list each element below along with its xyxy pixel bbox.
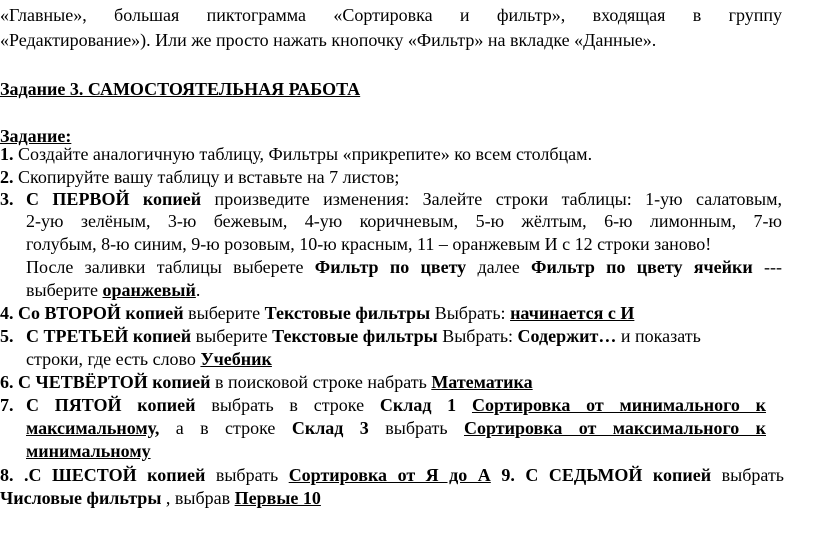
emphasis-text: Со ВТОРОЙ копией (18, 303, 184, 323)
item-number: 6. (0, 372, 14, 392)
emphasis-text: Сортировка от минимального к (471, 395, 767, 415)
task-item-3-line-4 (26, 256, 782, 278)
task-item-3-line-3: голубым, 8-ю синим, 9-ю розовым, 10-ю красным, 11 – оранжевым И с 12 строки заново! (26, 234, 712, 254)
emphasis-text: 9. С СЕДЬМОЙ копией (490, 465, 712, 485)
task-item-2 (0, 166, 399, 188)
item-text: и показать (616, 326, 701, 346)
item-text: выбрать (711, 465, 785, 485)
item-number: 7. (0, 395, 14, 415)
emphasis-text: Текстовые фильтры (264, 303, 431, 323)
task-item-7-line-2 (26, 417, 766, 439)
item-text: выбрать (205, 465, 289, 485)
item-text: Скопируйте вашу таблицу и вставьте на 7 листов; (18, 167, 400, 187)
emphasis-text: Фильтр по цвету ячейки (531, 257, 753, 277)
item-text: . (195, 280, 201, 300)
item-text: Выбрать: (430, 303, 511, 323)
item-number: 1. (0, 144, 14, 164)
emphasis-text: Склад 3 (291, 418, 369, 438)
item-text: выберите (191, 326, 273, 346)
task-item-3-line-1 (0, 188, 782, 210)
item-text: , выбрав (161, 488, 235, 508)
item-text: Выбрать: (437, 326, 518, 346)
item-text: После заливки таблицы выберете (26, 257, 315, 277)
item-number: 8. (0, 465, 14, 485)
item-text: строки, где есть слово (26, 349, 201, 369)
task-item-3-line-5 (26, 279, 200, 301)
emphasis-text: С ПЯТОЙ копией (26, 395, 196, 415)
emphasis-text: начинается с И (510, 303, 635, 323)
task-item-1 (0, 143, 592, 165)
intro-line-1: «Главные», большая пиктограмма «Сортировка и фильтр», входящая в группу (0, 5, 782, 25)
section-heading: Задание 3. САМОСТОЯТЕЛЬНАЯ РАБОТА (0, 79, 361, 99)
emphasis-text: С ЧЕТВЁРТОЙ копией (18, 372, 211, 392)
emphasis-text: Первые 10 (234, 488, 321, 508)
item-text (456, 395, 472, 415)
emphasis-text: Фильтр по цвету (314, 257, 467, 277)
emphasis-text: С ПЕРВОЙ копией (26, 189, 202, 209)
intro-line-2: «Редактирование»). Или же просто нажать кнопочку «Фильтр» на вкладке «Данные». (0, 30, 657, 50)
task-item-5-line-2 (26, 348, 272, 370)
emphasis-text: Числовые фильтры (0, 488, 162, 508)
task-item-3-line-2: 2-ую зелёным, 3-ю бежевым, 4-ую коричневым, 5-ю жёлтым, 6-ю лимонным, 7-ю (26, 211, 782, 231)
item-text: в поисковой строке набрать (210, 372, 432, 392)
emphasis-text: Учебник (200, 349, 272, 369)
emphasis-text: Математика (431, 372, 533, 392)
item-number: 4. (0, 303, 14, 323)
item-text: выберите (26, 280, 103, 300)
emphasis-text: Текстовые фильтры (272, 326, 438, 346)
item-number: 2. (0, 167, 14, 187)
emphasis-text: Склад 1 (379, 395, 457, 415)
emphasis-text: максимальному, (26, 418, 160, 438)
item-text: выберите (183, 303, 265, 323)
emphasis-text: Сортировка от максимального к (463, 418, 766, 438)
task-item-8-line-2 (0, 487, 321, 509)
task-item-4 (0, 302, 634, 324)
emphasis-text: Сортировка от Я до А (288, 465, 491, 485)
emphasis-text: С ТРЕТЬЕЙ копией (26, 326, 192, 346)
item-text: а в строке (159, 418, 292, 438)
item-number: 5. (0, 326, 14, 346)
item-text: Создайте аналогичную таблицу, Фильтры «прикрепите» ко всем столбцам. (18, 144, 593, 164)
emphasis-text: Содержит… (517, 326, 617, 346)
task-item-8-line-1 (0, 464, 784, 486)
task-item-7-line-1 (0, 394, 766, 416)
item-text: выбрать (368, 418, 464, 438)
task-label: Задание: (0, 126, 72, 146)
item-text: --- (752, 257, 782, 277)
item-text: выбрать в строке (195, 395, 380, 415)
item-text: далее (466, 257, 532, 277)
item-number: 3. (0, 189, 14, 209)
task-item-7-line-3: минимальному (26, 441, 151, 461)
emphasis-text: оранжевый (102, 280, 196, 300)
task-item-6 (0, 371, 533, 393)
emphasis-text: .С ШЕСТОЙ копией (24, 465, 206, 485)
task-item-5-line-1 (0, 325, 701, 347)
item-text: произведите изменения: Залейте строки таблицы: 1-ую салатовым, (201, 189, 783, 209)
